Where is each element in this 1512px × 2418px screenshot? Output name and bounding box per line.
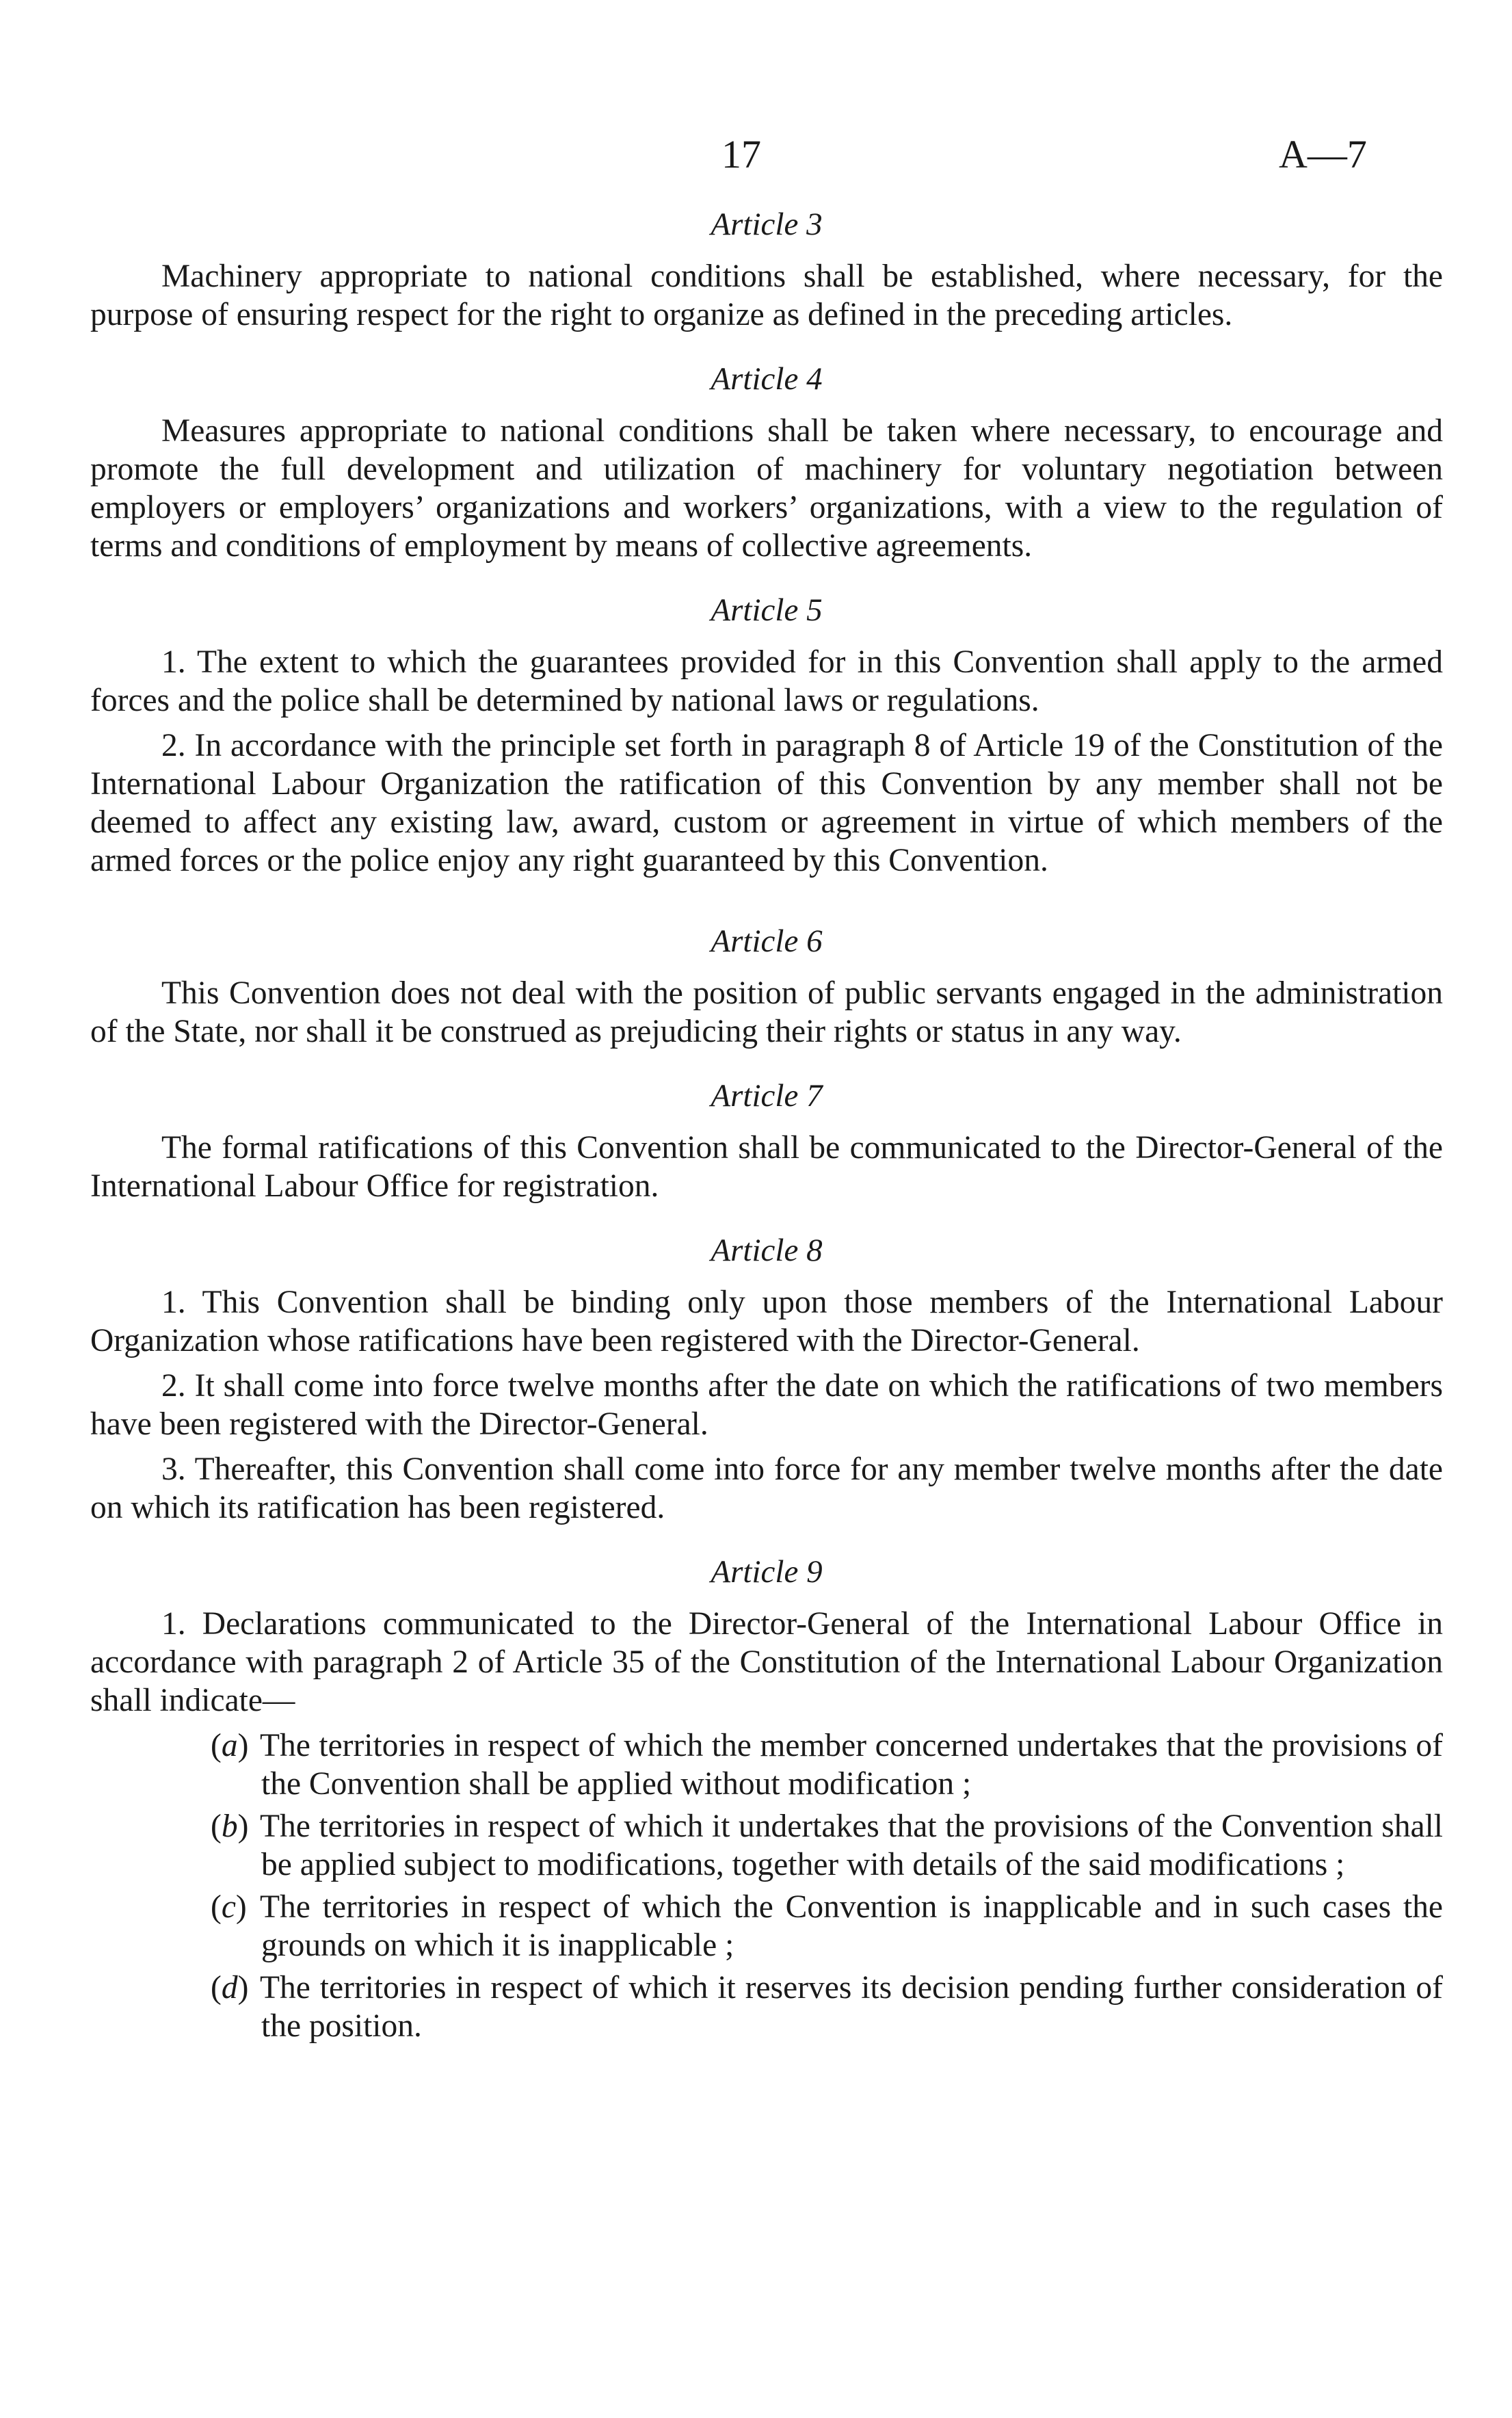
document-body xyxy=(90,205,1443,2071)
article-paragraph: Machinery appropriate to national conditions shall be established, where necessary, for the purpose of ensuring respect for the right to organize as defined in the preceding articles. xyxy=(90,259,1443,332)
article-9 xyxy=(90,1553,1443,2045)
list-item-marker: (d) xyxy=(211,1970,249,2006)
article-3 xyxy=(90,205,1443,334)
document-reference: A—7 xyxy=(1279,132,1367,176)
list-item-text: The territories in respect of which the member concerned undertakes that the provisions of the Convention shall be applied without modification ; xyxy=(260,1728,1443,1802)
page-header xyxy=(0,131,1512,186)
article-paragraph: The formal ratifications of this Convention shall be communicated to the Director-General of the International Labour Office for registration. xyxy=(90,1130,1443,1204)
list-item xyxy=(90,1888,1443,1964)
article-heading: Article 7 xyxy=(711,1078,823,1114)
article-heading: Article 6 xyxy=(711,923,823,959)
article-7 xyxy=(90,1077,1443,1205)
article-5 xyxy=(90,591,1443,880)
article-4 xyxy=(90,360,1443,565)
article-heading: Article 9 xyxy=(711,1554,823,1590)
list-item-text: The territories in respect of which it undertakes that the provisions of the Convention shall be applied subject to modifications, together with details of the said modifications ; xyxy=(260,1809,1443,1882)
list-item-marker: (b) xyxy=(211,1809,249,1844)
list-item xyxy=(90,1726,1443,1803)
article-heading: Article 4 xyxy=(711,361,823,397)
article-heading: Article 3 xyxy=(711,207,823,242)
article-paragraph: Measures appropriate to national conditions shall be taken where necessary, to encourage and promote the full development and utilization of machinery for voluntary negotiation between employers or employers’ organizations and workers’ organizations, with a view to the regulation of terms and conditions of employment by means of collective agreements. xyxy=(90,413,1443,564)
page-number: 17 xyxy=(721,132,761,176)
article-6 xyxy=(90,922,1443,1051)
list-item-text: The territories in respect of which it reserves its decision pending further consideration of the position. xyxy=(260,1970,1443,2044)
article-heading: Article 8 xyxy=(711,1233,823,1268)
article-paragraph: 1. This Convention shall be binding only upon those members of the International Labour Organization whose ratifications have been registered with the Director-General. xyxy=(90,1285,1443,1358)
article-paragraph: This Convention does not deal with the position of public servants engaged in the administration of the State, nor shall it be construed as prejudicing their rights or status in any way. xyxy=(90,975,1443,1049)
list-item-text: The territories in respect of which the Convention is inapplicable and in such cases the grounds on which it is inapplicable ; xyxy=(260,1889,1443,1963)
article-8 xyxy=(90,1231,1443,1527)
list-item xyxy=(90,1969,1443,2045)
list-item-marker: (a) xyxy=(211,1728,249,1763)
article-paragraph: 1. Declarations communicated to the Director-General of the International Labour Office in accordance with paragraph 2 of Article 35 of the Constitution of the International Labour Organization shall indicate— xyxy=(90,1606,1443,1718)
article-paragraph: 2. In accordance with the principle set forth in paragraph 8 of Article 19 of the Constitution of the International Labour Organization the ratification of this Convention by any member shall not be deemed to affect any existing law, award, custom or agreement in virtue of which members of the armed forces or the police enjoy any right guaranteed by this Convention. xyxy=(90,728,1443,878)
article-paragraph: 1. The extent to which the guarantees provided for in this Convention shall apply to the armed forces and the police shall be determined by national laws or regulations. xyxy=(90,644,1443,718)
article-paragraph: 2. It shall come into force twelve months after the date on which the ratifications of two members have been registered with the Director-General. xyxy=(90,1368,1443,1442)
article-heading: Article 5 xyxy=(711,592,823,628)
list-item-marker: (c) xyxy=(211,1889,247,1925)
list-item xyxy=(90,1807,1443,1884)
article-paragraph: 3. Thereafter, this Convention shall come into force for any member twelve months after the date on which its ratification has been registered. xyxy=(90,1451,1443,1525)
